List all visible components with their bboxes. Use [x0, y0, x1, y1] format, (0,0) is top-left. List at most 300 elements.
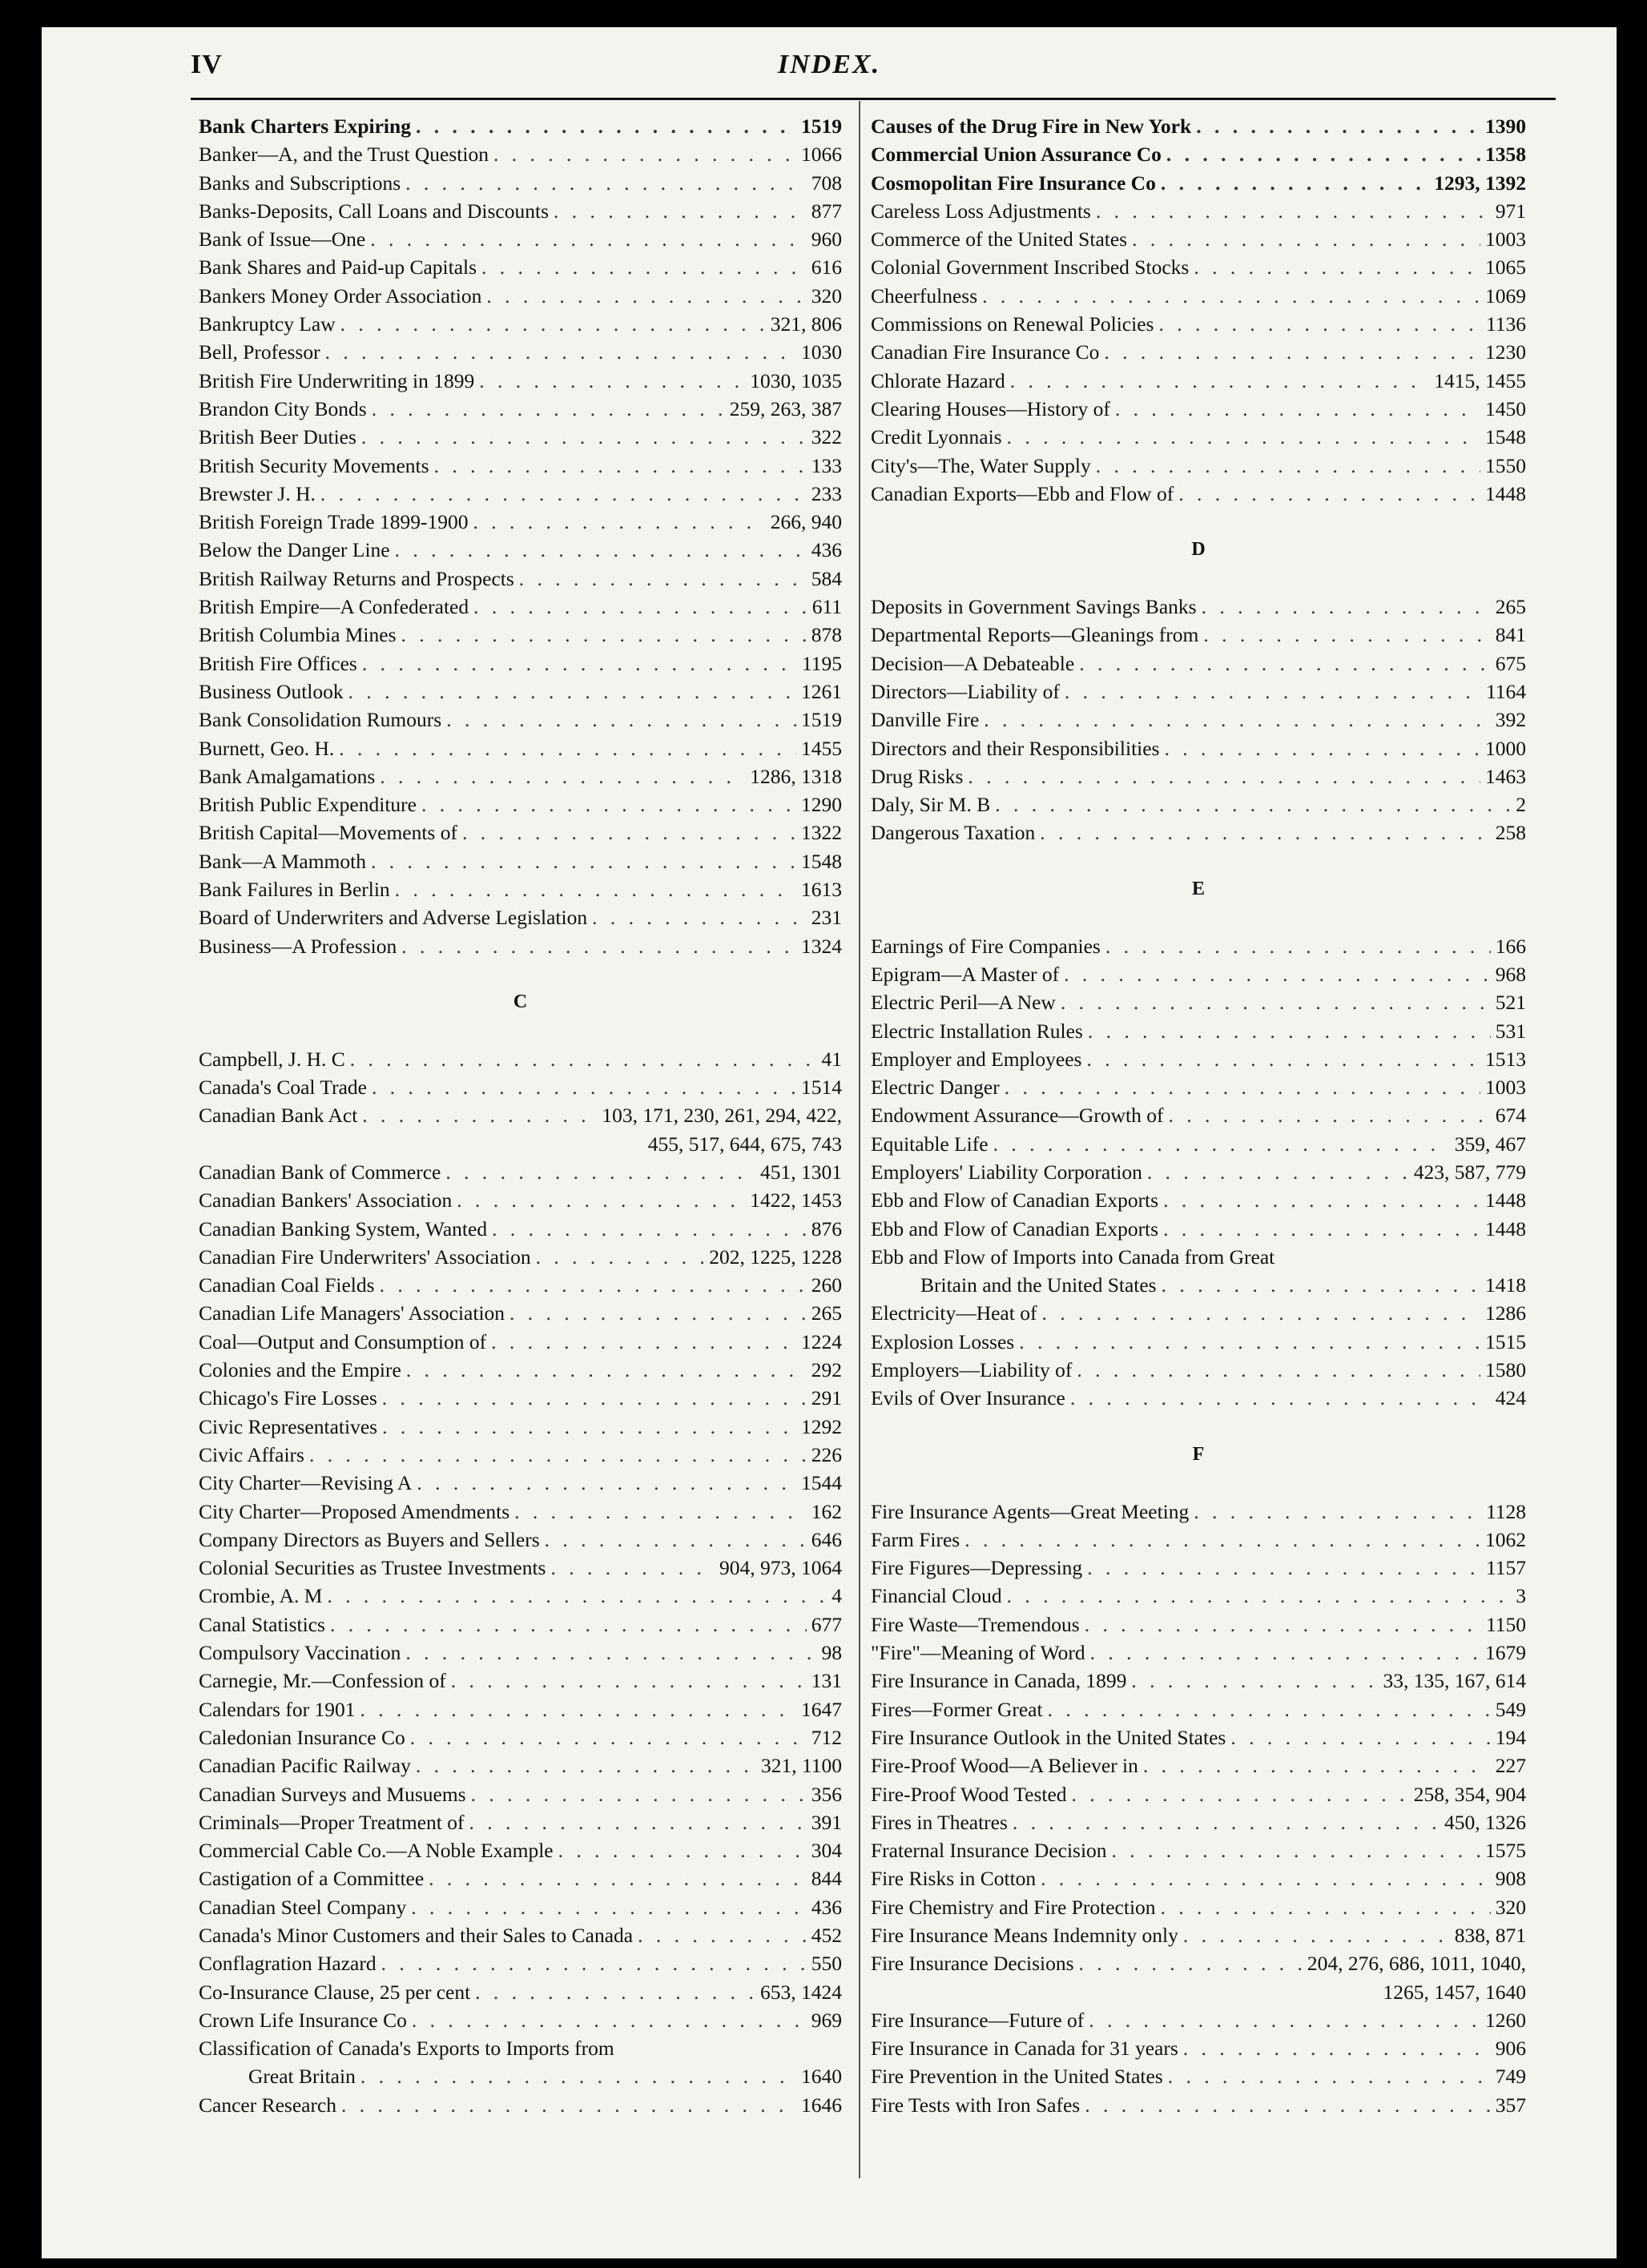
entry-pages: 1422, 1453: [750, 1188, 842, 1212]
dot-leader: [401, 932, 796, 960]
dot-leader: [1194, 253, 1480, 281]
entry-title: Electric Peril—A New: [871, 991, 1056, 1015]
entry-title: Civic Affairs: [199, 1442, 304, 1466]
entry-title: British Columbia Mines: [199, 623, 397, 647]
index-entry: [871, 452, 1526, 480]
entry-title: Fire Insurance Agents—Great Meeting: [871, 1499, 1190, 1523]
entry-title: Canadian Surveys and Musuems: [199, 1782, 466, 1806]
entry-title: Fire-Proof Wood Tested: [871, 1782, 1067, 1806]
index-entry: [199, 790, 842, 818]
dot-leader: [446, 706, 796, 734]
dot-leader: [473, 593, 807, 621]
entry-pages: 133: [811, 453, 842, 477]
entry-pages: 749: [1495, 2065, 1526, 2089]
dot-leader: [1196, 112, 1480, 140]
dot-leader: [1131, 1667, 1378, 1695]
dot-leader: [350, 1045, 817, 1073]
entry-title: Bank of Issue—One: [199, 227, 366, 251]
dot-leader: [1105, 932, 1491, 960]
entry-pages: 674: [1495, 1104, 1526, 1128]
dot-leader: [341, 2091, 796, 2119]
entry-title: Carnegie, Mr.—Confession of: [199, 1669, 446, 1693]
entry-title: Campbell, J. H. C: [199, 1047, 345, 1071]
dot-leader: [339, 734, 796, 762]
index-entry: [871, 1667, 1526, 1695]
section-letter-d: D: [1191, 539, 1206, 561]
dot-leader: [348, 678, 796, 706]
index-entry: [199, 1554, 842, 1582]
entry-pages: 1292: [801, 1414, 842, 1438]
index-entry: [871, 2062, 1526, 2090]
dot-leader: [1178, 480, 1480, 508]
entry-title: Drug Risks: [871, 764, 964, 788]
index-entry: [871, 1101, 1526, 1129]
b-entries: [199, 112, 842, 960]
entry-pages: 968: [1495, 962, 1526, 986]
index-entry: [199, 1045, 842, 1073]
entry-title: Electric Danger: [871, 1076, 1000, 1100]
dot-leader: [1161, 169, 1429, 197]
entry-title: Canadian Banking System, Wanted: [199, 1216, 488, 1241]
index-entry: [871, 1215, 1526, 1243]
dot-leader: [1230, 1723, 1490, 1751]
dot-leader: [372, 395, 725, 423]
entry-title: Fire Waste—Tremendous: [871, 1612, 1080, 1636]
entry-title: Chicago's Fire Losses: [199, 1386, 377, 1410]
entry-pages: 611: [811, 595, 842, 619]
dot-leader: [1158, 310, 1480, 338]
entry-title: Daly, Sir M. B: [871, 793, 991, 817]
entry-pages: 1128: [1485, 1499, 1526, 1523]
dot-leader: [380, 1271, 807, 1299]
dot-leader: [1040, 818, 1491, 846]
entry-title: Board of Underwriters and Adverse Legislation: [199, 906, 588, 930]
entry-pages: 1647: [801, 1697, 842, 1721]
index-entry: [199, 1186, 842, 1214]
dot-leader: [462, 818, 796, 846]
dot-leader: [1013, 1808, 1440, 1836]
index-entry: [199, 452, 842, 480]
entry-title: Ebb and Flow of Canadian Exports: [871, 1216, 1159, 1241]
entry-title: Calendars for 1901: [199, 1697, 356, 1721]
index-entry: [871, 1356, 1526, 1384]
entry-title: Castigation of a Committee: [199, 1867, 425, 1891]
dot-leader: [964, 1526, 1480, 1554]
d-entries: [871, 593, 1526, 847]
entry-pages: 1463: [1485, 764, 1526, 788]
dot-leader: [469, 1808, 806, 1836]
entry-title: Civic Representatives: [199, 1414, 378, 1438]
entry-pages: 1544: [801, 1471, 842, 1495]
e-entries-part2: [871, 1299, 1526, 1412]
right-column: [871, 112, 1526, 2119]
index-entry: [199, 1073, 842, 1101]
entry-title: Commissions on Renewal Policies: [871, 312, 1154, 336]
entry-pages: 322: [811, 425, 842, 449]
entry-title: Canadian Life Managers' Association: [199, 1301, 505, 1325]
index-entry: [871, 1186, 1526, 1214]
entry-pages: 1448: [1485, 1188, 1526, 1212]
dot-leader: [330, 1611, 807, 1639]
index-entry: [871, 790, 1526, 818]
entry-title: Careless Loss Adjustments: [871, 199, 1091, 223]
dot-leader: [473, 508, 765, 536]
entry-pages: 1575: [1485, 1839, 1526, 1863]
entry-pages: 549: [1495, 1697, 1526, 1721]
index-entry: [199, 1299, 842, 1327]
index-entry: [871, 1723, 1526, 1751]
entry-title: Fire Insurance Means Indemnity only: [871, 1924, 1178, 1947]
index-entry: [199, 1611, 842, 1639]
index-entry: [871, 1611, 1526, 1639]
index-entry: [871, 225, 1526, 253]
entry-pages: 321, 806: [770, 312, 842, 336]
dot-leader: [1194, 1498, 1481, 1526]
dot-leader: [1088, 1017, 1491, 1045]
entry-title: Bank Amalgamations: [199, 764, 376, 788]
entry-title: Commerce of the United States: [871, 227, 1128, 251]
dot-leader: [320, 480, 807, 508]
index-entry: [199, 1101, 842, 1129]
entry-pages: 1550: [1485, 453, 1526, 477]
entry-title: Bank Failures in Berlin: [199, 878, 390, 902]
dot-leader: [1166, 140, 1480, 168]
index-entry: [199, 1356, 842, 1384]
index-entry: [871, 593, 1526, 621]
section-letter-f: F: [1192, 1443, 1205, 1465]
index-entry: [199, 1469, 842, 1497]
index-entry: [199, 875, 842, 903]
dot-leader: [491, 1328, 796, 1356]
dot-leader: [380, 762, 745, 790]
dot-leader: [1065, 678, 1481, 706]
entry-pages: 1062: [1485, 1527, 1526, 1551]
index-entry: [199, 734, 842, 762]
entry-pages: 960: [811, 227, 842, 251]
index-entry: [199, 1978, 842, 2006]
entry-title: Business—A Profession: [199, 934, 397, 958]
entry-title: Endowment Assurance—Growth of: [871, 1104, 1164, 1128]
entry-pages: 291: [811, 1386, 842, 1410]
entry-title: Farm Fires: [871, 1527, 960, 1551]
entry-title: Canadian Bank Act: [199, 1104, 358, 1128]
entry-title: Ebb and Flow of Imports into Canada from Great: [871, 1245, 1275, 1269]
dot-leader: [1007, 423, 1480, 451]
entry-title: Canadian Steel Company: [199, 1895, 407, 1919]
index-entry: [871, 2091, 1526, 2119]
index-entry: [199, 621, 842, 649]
entry-title: Directors and their Responsibilities: [871, 736, 1160, 760]
dot-leader: [416, 1751, 756, 1779]
entry-pages: 1261: [801, 679, 842, 703]
index-entry: [199, 395, 842, 423]
dot-leader: [309, 1441, 807, 1469]
index-entry: [199, 818, 842, 846]
index-entry: [871, 1158, 1526, 1186]
dot-leader: [429, 1864, 807, 1892]
dot-leader: [372, 1073, 796, 1101]
index-entry: [871, 2006, 1526, 2034]
entry-pages: 1515: [1485, 1329, 1526, 1353]
index-entry: [199, 225, 842, 253]
index-entry: [199, 253, 842, 281]
index-entry: [871, 1893, 1526, 1921]
dot-leader: [1061, 988, 1491, 1016]
entry-title: Danville Fire: [871, 708, 980, 732]
dot-leader: [1041, 1864, 1491, 1892]
entry-title: Fire Figures—Depressing: [871, 1556, 1083, 1580]
index-entry: [199, 310, 842, 338]
index-page: [42, 27, 1617, 2258]
entry-pages: 266, 940: [770, 510, 842, 534]
entry-title: Canada's Coal Trade: [199, 1076, 367, 1100]
entry-title: Co-Insurance Clause, 25 per cent: [199, 1980, 471, 2004]
index-entry: [199, 2034, 842, 2062]
index-entry: [871, 1808, 1526, 1836]
entry-pages: 584: [811, 566, 842, 590]
dot-leader: [514, 1498, 807, 1526]
index-entry: [199, 706, 842, 734]
dot-leader: [475, 1978, 755, 2006]
entry-pages: 906: [1495, 2037, 1526, 2061]
entry-title-cont: Britain and the United States: [920, 1273, 1157, 1297]
index-entry: [871, 338, 1526, 366]
index-entry: [871, 1554, 1526, 1582]
decisions-continuation: 1265, 1457, 1640: [1383, 1980, 1526, 2004]
f-entries: [871, 1498, 1526, 1978]
entry-pages: 653, 1424: [760, 1980, 842, 2004]
entry-title: Electricity—Heat of: [871, 1301, 1037, 1325]
entry-pages: 424: [1495, 1386, 1526, 1410]
entry-pages: 320: [1495, 1895, 1526, 1919]
page-number: IV: [191, 50, 223, 79]
index-entry: [871, 1695, 1526, 1723]
entry-title: Fire Risks in Cotton: [871, 1867, 1037, 1891]
entry-pages: 320: [811, 284, 842, 308]
index-entry: [871, 1751, 1526, 1779]
dot-leader: [1079, 649, 1491, 678]
entry-title: City Charter—Revising A: [199, 1471, 413, 1495]
entry-pages: 904, 973, 1064: [719, 1556, 842, 1580]
entry-title: Caledonian Insurance Co: [199, 1725, 405, 1749]
dot-leader: [1096, 197, 1491, 225]
dot-leader: [471, 1780, 807, 1808]
dot-leader: [1168, 2062, 1491, 2090]
entry-title: Employer and Employees: [871, 1047, 1082, 1071]
entry-pages: 391: [811, 1810, 842, 1834]
entry-pages: 226: [811, 1442, 842, 1466]
index-entry: [199, 112, 842, 140]
index-entry: [199, 1413, 842, 1441]
entry-title: Fire Prevention in the United States: [871, 2065, 1163, 2089]
dot-leader: [1143, 1751, 1491, 1779]
entry-pages: 204, 276, 686, 1011, 1040,: [1307, 1952, 1526, 1976]
entry-pages: 1290: [801, 793, 842, 817]
index-entry: [871, 1836, 1526, 1864]
entry-pages: 1513: [1485, 1047, 1526, 1071]
entry-title: British Fire Underwriting in 1899: [199, 368, 475, 392]
entry-pages: 838, 871: [1454, 1924, 1526, 1947]
entry-title: Fires—Former Great: [871, 1697, 1043, 1721]
c-entries-part2: [199, 1158, 842, 2034]
index-entry: [199, 282, 842, 310]
dot-leader: [362, 649, 797, 678]
entry-pages: 2: [1516, 793, 1526, 817]
index-entry-continuation: [871, 1271, 1526, 1299]
entry-pages: 1136: [1485, 312, 1526, 336]
index-entry: [871, 282, 1526, 310]
entry-pages: 1260: [1485, 2008, 1526, 2032]
entry-pages: 1286, 1318: [750, 764, 842, 788]
entry-title: Canadian Exports—Ebb and Flow of: [871, 481, 1174, 505]
dot-leader: [416, 112, 796, 140]
entry-title: Commercial Cable Co.—A Noble Example: [199, 1839, 554, 1863]
index-entry: [871, 423, 1526, 451]
entry-title: Deposits in Government Savings Banks: [871, 595, 1197, 619]
index-entry: [199, 1243, 842, 1271]
entry-pages: 321, 1100: [760, 1754, 842, 1778]
dot-leader: [434, 452, 807, 480]
index-entry: [871, 2034, 1526, 2062]
entry-title: Bell, Professor: [199, 340, 320, 364]
entry-pages: 1065: [1485, 255, 1526, 279]
entry-pages: 550: [811, 1952, 842, 1976]
entry-pages: 131: [811, 1669, 842, 1693]
entry-title: Canal Statistics: [199, 1612, 325, 1636]
dot-leader: [982, 282, 1480, 310]
entry-pages: 971: [1495, 199, 1526, 223]
entry-title: Conflagration Hazard: [199, 1952, 377, 1976]
dot-leader: [395, 875, 796, 903]
entry-pages: 1224: [801, 1329, 842, 1353]
entry-pages: 194: [1495, 1725, 1526, 1749]
index-entry: [871, 197, 1526, 225]
index-entry: [871, 1045, 1526, 1073]
entry-title: Bank Charters Expiring: [199, 115, 411, 138]
dot-leader: [1086, 1045, 1480, 1073]
entry-title-cont: Great Britain: [248, 2065, 356, 2089]
index-entry: [199, 2091, 842, 2119]
e-entries: [871, 932, 1526, 1243]
index-entry: [199, 1893, 842, 1921]
entry-pages: 878: [811, 623, 842, 647]
header-rule: [191, 98, 1556, 100]
index-entry: [871, 253, 1526, 281]
entry-title: Canadian Pacific Railway: [199, 1754, 411, 1778]
index-entry: [199, 536, 842, 564]
entry-pages: 258, 354, 904: [1413, 1782, 1526, 1806]
entry-pages: 356: [811, 1782, 842, 1806]
entry-title: Company Directors as Buyers and Sellers: [199, 1527, 540, 1551]
entry-pages: 1164: [1485, 679, 1526, 703]
entry-pages: 357: [1495, 2093, 1526, 2117]
entry-pages: 260: [811, 1273, 842, 1297]
dot-leader: [1070, 1384, 1491, 1412]
index-entry: [871, 621, 1526, 649]
dot-leader: [486, 282, 806, 310]
index-entry: [871, 1864, 1526, 1892]
dot-leader: [417, 1469, 796, 1497]
entry-title: Fire Tests with Iron Safes: [871, 2093, 1081, 2117]
index-entry: [199, 508, 842, 536]
dot-leader: [1072, 1780, 1409, 1808]
entry-pages: 1390: [1485, 115, 1526, 138]
entry-title: Departmental Reports—Gleanings from: [871, 623, 1199, 647]
dot-leader: [1202, 593, 1491, 621]
entry-title: Banker—A, and the Trust Question: [199, 143, 489, 167]
entry-title: Colonial Government Inscribed Stocks: [871, 255, 1190, 279]
dot-leader: [451, 1667, 807, 1695]
index-entry: [199, 1498, 842, 1526]
index-entry: [199, 1215, 842, 1243]
index-entry: [199, 1328, 842, 1356]
entry-pages: 1003: [1485, 227, 1526, 251]
dot-leader: [509, 1299, 807, 1327]
entry-title: Cancer Research: [199, 2093, 337, 2117]
index-entry: [871, 818, 1526, 846]
c-entries-part1: [199, 1045, 842, 1130]
index-entry: [871, 1243, 1526, 1271]
index-entry: [199, 2006, 842, 2034]
entry-title: Causes of the Drug Fire in New York: [871, 115, 1192, 138]
entry-pages: 1455: [801, 736, 842, 760]
entry-title: Bank Consolidation Rumours: [199, 708, 442, 732]
dot-leader: [1048, 1695, 1491, 1723]
dot-leader: [492, 1215, 807, 1243]
entry-title: Earnings of Fire Companies: [871, 934, 1101, 958]
dot-leader: [1041, 1299, 1480, 1327]
entry-title: Evils of Over Insurance: [871, 1386, 1065, 1410]
index-entry: [871, 1073, 1526, 1101]
entry-title: Criminals—Proper Treatment of: [199, 1810, 465, 1834]
index-entry: [199, 903, 842, 931]
entry-title: Fire Insurance Decisions: [871, 1952, 1074, 1976]
dot-leader: [1161, 1893, 1491, 1921]
entry-title: Employers—Liability of: [871, 1358, 1073, 1382]
index-entry: [871, 1498, 1526, 1526]
entry-pages: 450, 1326: [1444, 1810, 1526, 1834]
dot-leader: [381, 1949, 807, 1977]
index-entry: [199, 1864, 842, 1892]
entry-title: Fire Insurance in Canada for 31 years: [871, 2037, 1178, 2061]
entry-title: Epigram—A Master of: [871, 962, 1060, 986]
index-entry: [871, 1639, 1526, 1667]
entry-pages: 1448: [1485, 481, 1526, 505]
index-entry: [199, 593, 842, 621]
index-entry: [199, 423, 842, 451]
entry-pages: 1324: [801, 934, 842, 958]
dot-leader: [1007, 1582, 1512, 1610]
entry-pages: 531: [1495, 1019, 1526, 1043]
entry-pages: 451, 1301: [760, 1160, 842, 1184]
entry-title: Canada's Minor Customers and their Sales to Canada: [199, 1924, 634, 1947]
entry-title: British Public Expenditure: [199, 793, 417, 817]
entry-title: Fire Insurance—Future of: [871, 2008, 1085, 2032]
entry-pages: 392: [1495, 708, 1526, 732]
dot-leader: [1163, 1186, 1480, 1214]
entry-pages: 1293, 1392: [1434, 171, 1526, 195]
entry-pages: 675: [1495, 651, 1526, 675]
index-entry: [199, 1582, 842, 1610]
dot-leader: [411, 1893, 807, 1921]
entry-title: Compulsory Vaccination: [199, 1641, 401, 1665]
entry-pages: 231: [811, 906, 842, 930]
entry-pages: 1358: [1485, 143, 1526, 167]
entry-pages: 436: [811, 538, 842, 562]
index-entry: [871, 1949, 1526, 1977]
dot-leader: [993, 1130, 1450, 1158]
dot-leader: [1079, 1949, 1303, 1977]
